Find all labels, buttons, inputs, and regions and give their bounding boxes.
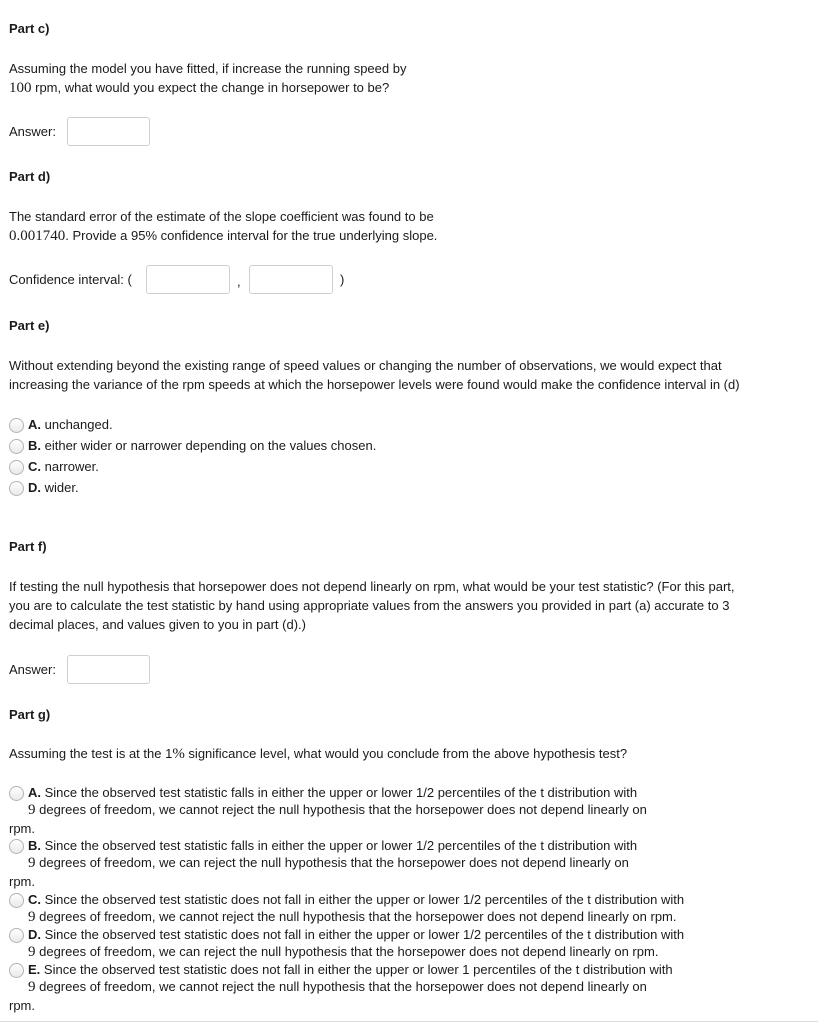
option-text: degrees of freedom, we can reject the null hypothesis that the horsepower does not depend linearly on	[35, 855, 629, 870]
part-f-question-line3: decimal places, and values given to you in part (d).)	[9, 617, 306, 632]
part-g-option-a-line3: rpm.	[9, 821, 35, 836]
option-text: narrower.	[41, 459, 99, 474]
bottom-divider	[0, 1021, 818, 1022]
part-d-ci-comma: ,	[237, 274, 241, 289]
part-g-radio-c[interactable]	[9, 893, 24, 908]
option-text: either wider or narrower depending on the values chosen.	[41, 438, 377, 453]
option-letter: C.	[28, 892, 41, 907]
part-f-question-line2: you are to calculate the test statistic by hand using appropriate values from the answers you provided in part (a) accurate to 3	[9, 598, 730, 613]
part-d-question-line1: The standard error of the estimate of the slope coefficient was found to be	[9, 209, 434, 224]
part-e-radio-c[interactable]	[9, 460, 24, 475]
part-e-option-d[interactable]	[28, 479, 79, 496]
option-text: degrees of freedom, we cannot reject the null hypothesis that the horsepower does not depend linearly on	[35, 979, 647, 994]
df-value: 9	[28, 979, 36, 995]
part-g-option-b-line3: rpm.	[9, 874, 35, 889]
part-g-option-d-line2	[28, 943, 658, 961]
part-g-option-e-line1[interactable]	[28, 961, 673, 978]
option-letter: E.	[28, 962, 41, 977]
part-g-option-b-line1[interactable]	[28, 837, 637, 854]
option-text: wider.	[41, 480, 79, 495]
option-text: degrees of freedom, we cannot reject the null hypothesis that the horsepower does not depend linearly on	[35, 802, 647, 817]
part-g-radio-a[interactable]	[9, 786, 24, 801]
part-f-question-line1: If testing the null hypothesis that horsepower does not depend linearly on rpm, what would be your test statistic? (For this part,	[9, 579, 735, 594]
part-g-option-e-line2	[28, 978, 647, 996]
part-d-question-line2	[9, 227, 437, 245]
part-d-se-value: 0.001740	[9, 228, 66, 244]
part-d-question-line2-text: . Provide a 95% confidence interval for the true underlying slope.	[65, 228, 438, 243]
part-c-speed-value: 100	[9, 80, 32, 96]
part-g-option-d-line1[interactable]	[28, 926, 684, 943]
part-e-option-a[interactable]	[28, 416, 113, 433]
option-text: Since the observed test statistic does not fall in either the upper or lower 1/2 percentiles of the t distribution with	[41, 892, 685, 907]
part-d-ci-lower-input[interactable]	[146, 265, 230, 294]
part-f-answer-label: Answer:	[9, 662, 56, 677]
part-g-title: Part g)	[9, 707, 51, 722]
part-f-answer-input[interactable]	[67, 655, 150, 684]
part-e-radio-d[interactable]	[9, 481, 24, 496]
part-e-option-c[interactable]	[28, 458, 99, 475]
part-c-question-line2-text: rpm, what would you expect the change in horsepower to be?	[31, 80, 390, 95]
option-letter: B.	[28, 838, 41, 853]
part-g-option-c-line1[interactable]	[28, 891, 684, 908]
part-f-title: Part f)	[9, 539, 47, 554]
part-d-ci-label: Confidence interval: (	[9, 272, 132, 287]
part-e-radio-b[interactable]	[9, 439, 24, 454]
df-value: 9	[28, 855, 36, 871]
part-g-percent: %	[172, 746, 185, 762]
part-c-answer-label: Answer:	[9, 124, 56, 139]
part-e-option-b[interactable]	[28, 437, 376, 454]
option-letter: A.	[28, 417, 41, 432]
part-e-question-line2: increasing the variance of the rpm speeds at which the horsepower levels were found would make the confidence interval in (d)	[9, 377, 740, 392]
option-text: degrees of freedom, we cannot reject the null hypothesis that the horsepower does not depend linearly on rpm.	[35, 909, 677, 924]
part-g-option-c-line2	[28, 908, 677, 926]
part-g-question	[9, 745, 627, 763]
df-value: 9	[28, 944, 36, 960]
option-text: Since the observed test statistic falls in either the upper or lower 1/2 percentiles of the t distribution with	[41, 785, 638, 800]
option-letter: C.	[28, 459, 41, 474]
part-g-question-pre: Assuming the test is at the 1	[9, 746, 173, 761]
option-letter: B.	[28, 438, 41, 453]
part-c-answer-input[interactable]	[67, 117, 150, 146]
part-c-title: Part c)	[9, 21, 50, 36]
option-letter: D.	[28, 927, 41, 942]
part-e-question-line1: Without extending beyond the existing range of speed values or changing the number of observations, we would expect that	[9, 358, 722, 373]
option-text: Since the observed test statistic does not fall in either the upper or lower 1 percentiles of the t distribution with	[40, 962, 673, 977]
part-e-radio-a[interactable]	[9, 418, 24, 433]
part-g-option-a-line2	[28, 801, 647, 819]
part-g-option-b-line2	[28, 854, 629, 872]
option-letter: A.	[28, 785, 41, 800]
part-g-option-a-line1[interactable]	[28, 784, 637, 801]
part-d-ci-upper-input[interactable]	[249, 265, 333, 294]
part-g-radio-b[interactable]	[9, 839, 24, 854]
df-value: 9	[28, 802, 36, 818]
part-g-radio-e[interactable]	[9, 963, 24, 978]
part-g-option-e-line3: rpm.	[9, 998, 35, 1013]
part-g-radio-d[interactable]	[9, 928, 24, 943]
part-d-title: Part d)	[9, 169, 51, 184]
option-text: degrees of freedom, we can reject the null hypothesis that the horsepower does not depend linearly on rpm.	[35, 944, 659, 959]
part-c-question-line1: Assuming the model you have fitted, if increase the running speed by	[9, 61, 407, 76]
option-text: Since the observed test statistic falls in either the upper or lower 1/2 percentiles of the t distribution with	[41, 838, 638, 853]
option-text: Since the observed test statistic does not fall in either the upper or lower 1/2 percentiles of the t distribution with	[41, 927, 685, 942]
part-e-title: Part e)	[9, 318, 50, 333]
part-g-question-post: significance level, what would you conclude from the above hypothesis test?	[184, 746, 628, 761]
option-letter: D.	[28, 480, 41, 495]
part-c-question-line2	[9, 79, 389, 97]
option-text: unchanged.	[41, 417, 113, 432]
df-value: 9	[28, 909, 36, 925]
part-d-ci-close: )	[340, 272, 345, 287]
